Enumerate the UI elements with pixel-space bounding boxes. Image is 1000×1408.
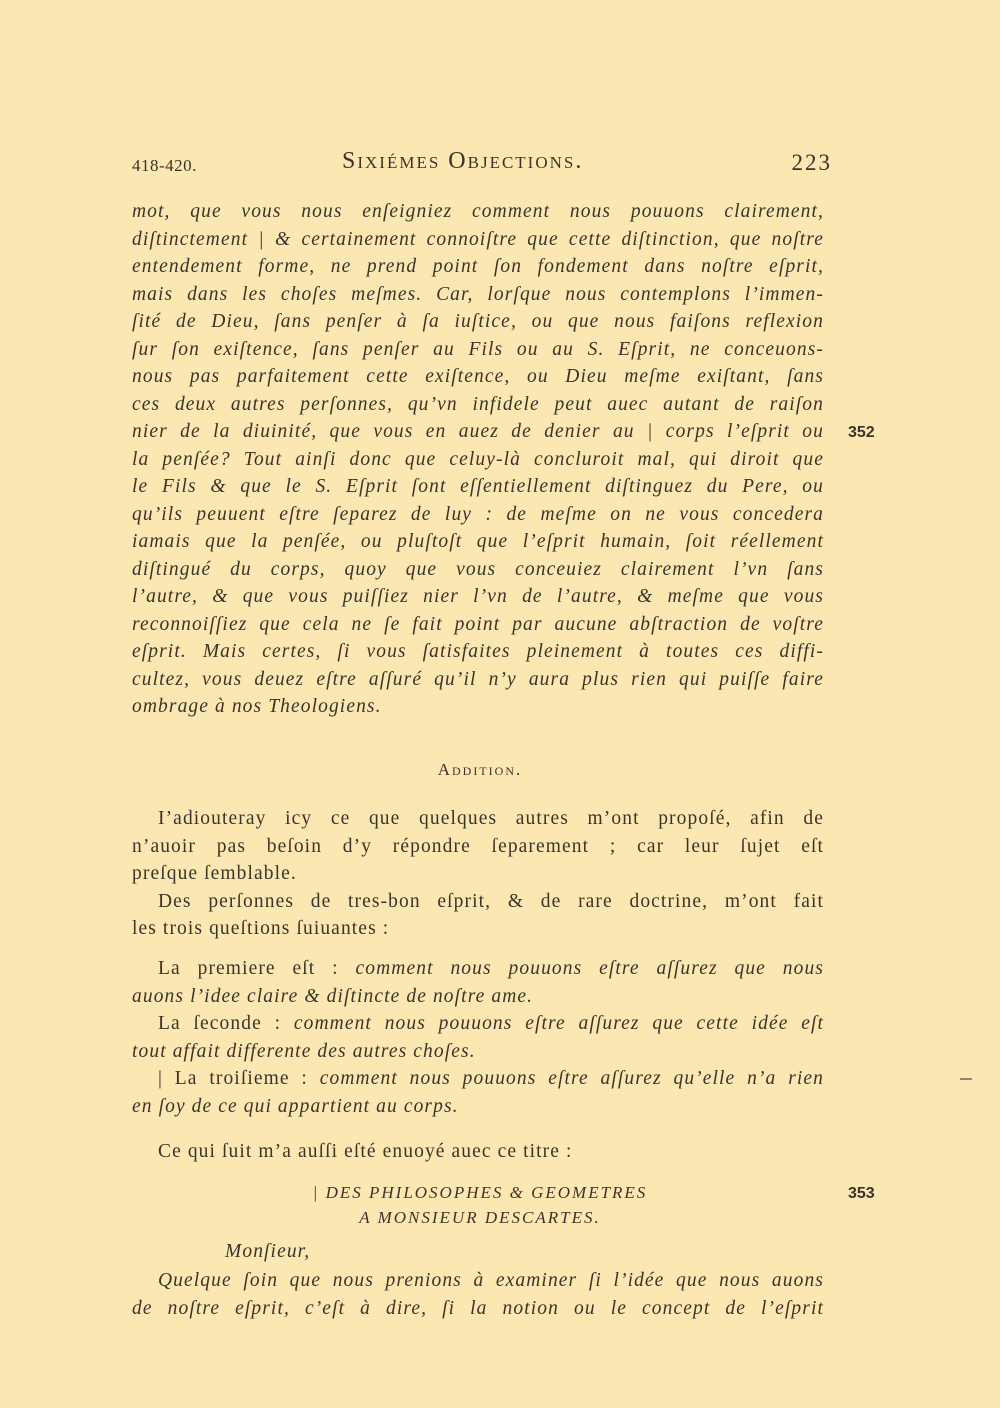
question-text: en ſoy de ce qui appartient au corps.	[132, 1095, 459, 1117]
text-line: la penſée? Tout ainſi donc que celuy-là concluroit mal, qui diroit que	[132, 448, 824, 470]
text-line: I’adiouteray icy ce que quelques autres m’ont propoſé, afin de	[158, 808, 824, 829]
dedication-line-1: | DES PHILOSOPHES & GEOMETRES	[312, 1183, 648, 1202]
text-line: mot, que vous nous enſeigniez comment nous pouuons clairement,	[132, 201, 824, 222]
text-line: les trois queſtions ſuiuantes :	[132, 918, 390, 939]
salutation	[225, 1238, 525, 1266]
text-line: entendement forme, ne prend point ſon fondement dans noſtre eſprit,	[132, 256, 824, 277]
text-line: l’autre, & que vous puiſſiez nier l’vn de l’autre, & meſme que vous	[132, 586, 824, 607]
text-line: cultez, vous deuez eſtre aſſuré qu’il n’y aura plus rien qui puiſſe faire	[132, 668, 824, 690]
text-line: de noſtre eſprit, c’eſt à dire, ſi la notion ou le concept de l’eſprit	[132, 1297, 824, 1319]
text-line: ſité de Dieu, ſans penſer à ſa iuſtice, ou que nous faiſons reflexion	[132, 311, 824, 332]
text-line: iamais que la penſée, ou pluſtoſt que l’eſprit humain, ſoit réellement	[132, 531, 824, 552]
text-line: diſtingué du corps, quoy que vous conceuiez clairement l’vn ſans	[132, 558, 824, 580]
question-text: comment nous pouuons eſtre aſſurez que cette idée eſt	[293, 1013, 825, 1034]
text-line: diſtinctement | & certainement connoiſtre que cette diſtinction, que noſtre	[132, 228, 824, 250]
text-line: Quelque ſoin que nous prenions à examiner ſi l’idée que nous auons	[158, 1270, 824, 1291]
question-list	[132, 955, 824, 1120]
question-label: La premiere eſt :	[158, 958, 356, 979]
page-number: 223	[791, 150, 832, 175]
question-1-line	[132, 955, 824, 983]
margin-number: 353	[848, 1185, 875, 1202]
text-line: nier de la diuinité, que vous en auez de denier au | corps l’eſprit ou	[132, 421, 824, 442]
text-line: nous pas parfaitement cette exiſtence, ou Dieu meſme exiſtant, ſans	[132, 366, 824, 387]
question-3-line	[132, 1093, 824, 1121]
margin-number: 352	[848, 424, 875, 441]
objection-text	[132, 198, 824, 721]
text-line: reconnoiſſiez que cela ne ſe fait point par aucune abſtraction de voſtre	[132, 613, 824, 635]
question-2-line	[132, 1038, 824, 1066]
text-line: le Fils & que le S. Eſprit ſont eſſentiellement diſtinguez du Pere, ou	[132, 476, 824, 497]
text-line: n’auoir pas beſoin d’y répondre ſeparement ; car leur ſujet eſt	[132, 835, 824, 857]
question-text: comment nous pouuons eſtre aſſurez que nous	[355, 958, 824, 979]
question-text: tout affait differente des autres choſes.	[132, 1040, 476, 1062]
section-title: Addition.	[437, 760, 523, 779]
text-line: Des perſonnes de tres-bon eſprit, & de rare doctrine, m’ont fait	[158, 890, 824, 912]
sent-text	[132, 1138, 824, 1166]
question-text: comment nous pouuons eſtre aſſurez qu’elle n’a rien	[319, 1068, 825, 1089]
text-line: ces deux autres perſonnes, qu’vn infidele peut auec autant de raiſon	[132, 393, 824, 415]
text-line: mais dans les choſes meſmes. Car, lorſque nous contemplons l’immen-	[132, 283, 824, 305]
dedication-line-2: A MONSIEUR DESCARTES.	[359, 1208, 601, 1227]
text-line: eſprit. Mais certes, ſi vous ſatisfaites pleinement à toutes ces diffi-	[132, 641, 824, 662]
page-reference: 418-420.	[132, 156, 197, 175]
running-header	[132, 148, 832, 178]
text-line: ſur ſon exiſtence, ſans penſer au Fils ou au S. Eſprit, ne conceuons-	[132, 338, 824, 360]
text-line: Ce qui ſuit m’a auſſi eſté enuoyé auec ce titre :	[158, 1141, 573, 1162]
text-line: qu’ils peuuent eſtre ſeparez de luy : de meſme on ne vous concedera	[132, 503, 824, 525]
question-3-line	[132, 1065, 824, 1093]
question-label: La ſeconde :	[158, 1013, 294, 1034]
text-line: ombrage à nos Theologiens.	[132, 696, 382, 717]
margin-mark	[960, 1078, 972, 1080]
letter-text	[132, 1267, 824, 1322]
addition-text	[132, 805, 824, 943]
question-2-line	[132, 1010, 824, 1038]
text-line: preſque ſemblable.	[132, 863, 297, 884]
salutation-text: Monſieur,	[225, 1241, 311, 1262]
running-title: Sixiémes Objections.	[342, 148, 584, 174]
question-text: auons l’idee claire & diſtincte de noſtre ame.	[132, 985, 534, 1007]
question-1-line	[132, 983, 824, 1011]
question-label: | La troiſieme :	[158, 1068, 320, 1089]
